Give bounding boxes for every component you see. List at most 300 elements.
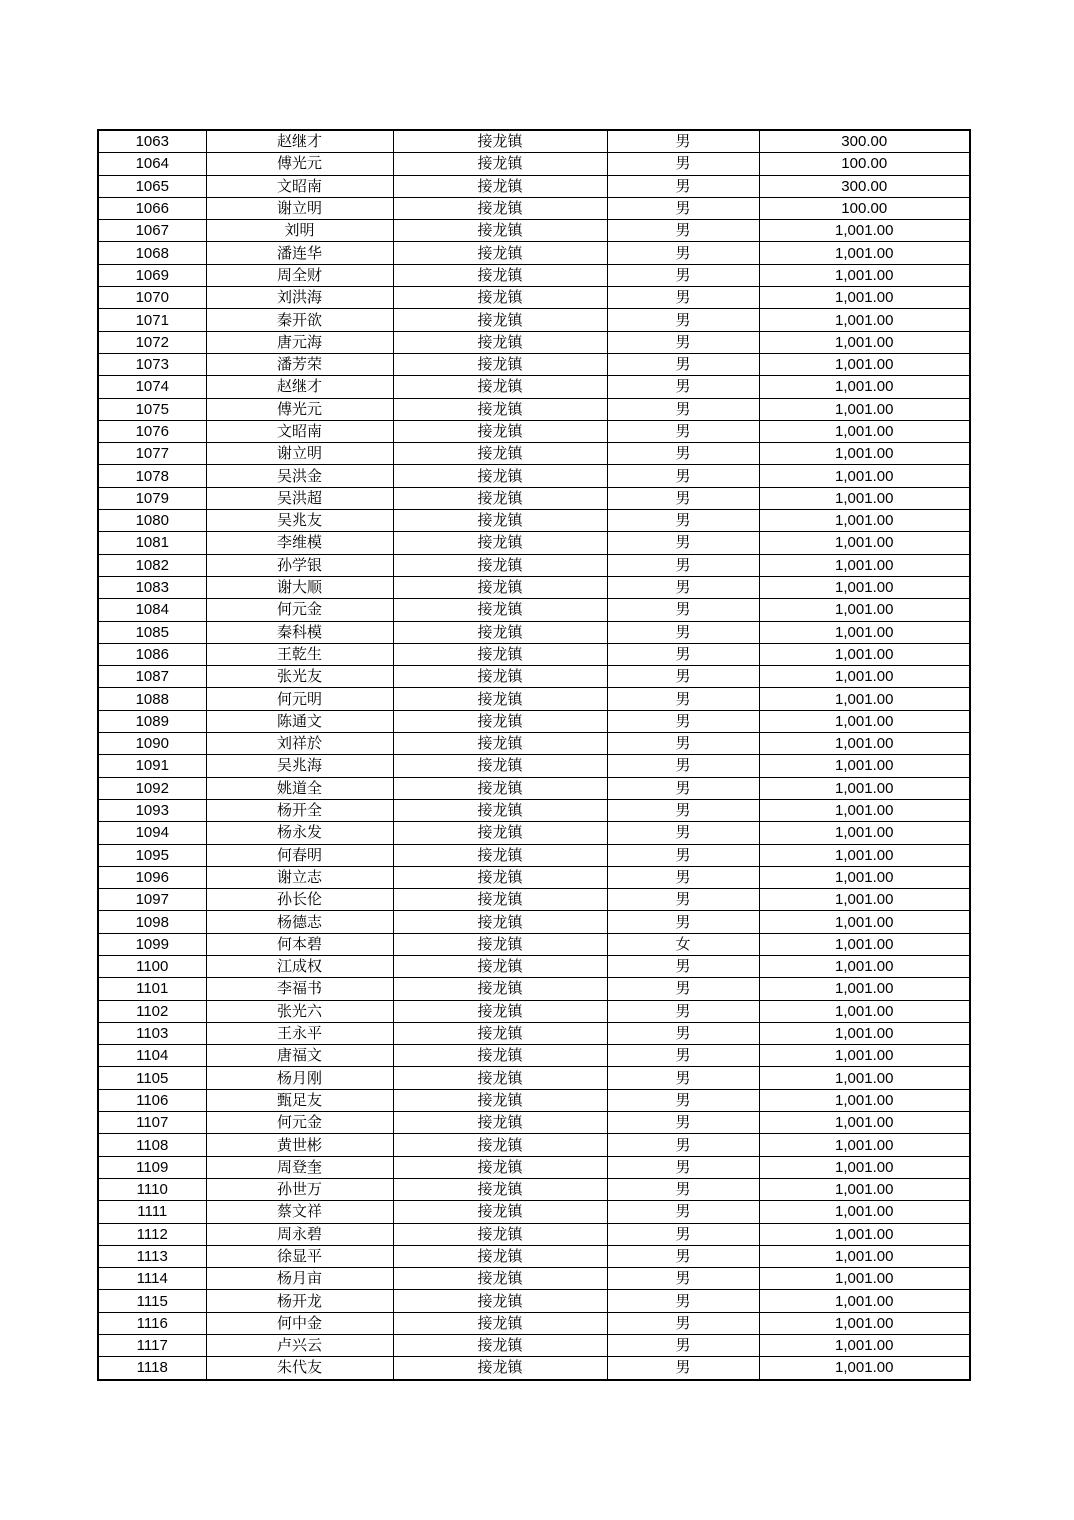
amount-cell: 1,001.00 [759, 666, 970, 688]
row-number-cell: 1097 [98, 889, 206, 911]
amount-cell: 1,001.00 [759, 1245, 970, 1267]
row-number-cell: 1082 [98, 554, 206, 576]
amount-cell: 1,001.00 [759, 1112, 970, 1134]
gender-cell: 男 [607, 510, 759, 532]
gender-cell: 男 [607, 911, 759, 933]
amount-cell: 1,001.00 [759, 1045, 970, 1067]
gender-cell: 男 [607, 398, 759, 420]
gender-cell: 男 [607, 1268, 759, 1290]
town-cell: 接龙镇 [393, 822, 607, 844]
amount-cell: 1,001.00 [759, 1178, 970, 1200]
amount-cell: 1,001.00 [759, 220, 970, 242]
town-cell: 接龙镇 [393, 799, 607, 821]
row-number-cell: 1075 [98, 398, 206, 420]
gender-cell: 男 [607, 331, 759, 353]
gender-cell: 男 [607, 420, 759, 442]
amount-cell: 1,001.00 [759, 733, 970, 755]
amount-cell: 1,001.00 [759, 755, 970, 777]
row-number-cell: 1064 [98, 153, 206, 175]
town-cell: 接龙镇 [393, 487, 607, 509]
name-cell: 唐福文 [206, 1045, 393, 1067]
amount-cell: 1,001.00 [759, 465, 970, 487]
town-cell: 接龙镇 [393, 220, 607, 242]
name-cell: 刘洪海 [206, 287, 393, 309]
table-row [98, 777, 970, 799]
row-number-cell: 1073 [98, 353, 206, 375]
amount-cell: 1,001.00 [759, 1312, 970, 1334]
town-cell: 接龙镇 [393, 1022, 607, 1044]
row-number-cell: 1079 [98, 487, 206, 509]
amount-cell: 1,001.00 [759, 1201, 970, 1223]
table-row [98, 331, 970, 353]
gender-cell: 男 [607, 554, 759, 576]
table-row [98, 465, 970, 487]
name-cell: 杨月亩 [206, 1268, 393, 1290]
table-row [98, 1201, 970, 1223]
amount-cell: 100.00 [759, 197, 970, 219]
name-cell: 李福书 [206, 978, 393, 1000]
table-row [98, 1312, 970, 1334]
amount-cell: 1,001.00 [759, 242, 970, 264]
name-cell: 孙长伦 [206, 889, 393, 911]
row-number-cell: 1109 [98, 1156, 206, 1178]
row-number-cell: 1083 [98, 576, 206, 598]
gender-cell: 男 [607, 710, 759, 732]
name-cell: 赵继才 [206, 130, 393, 153]
gender-cell: 男 [607, 287, 759, 309]
table-row [98, 1000, 970, 1022]
table-row [98, 822, 970, 844]
row-number-cell: 1110 [98, 1178, 206, 1200]
name-cell: 刘明 [206, 220, 393, 242]
name-cell: 张光友 [206, 666, 393, 688]
table-row [98, 733, 970, 755]
town-cell: 接龙镇 [393, 1134, 607, 1156]
row-number-cell: 1103 [98, 1022, 206, 1044]
gender-cell: 男 [607, 866, 759, 888]
table-row [98, 220, 970, 242]
town-cell: 接龙镇 [393, 1357, 607, 1380]
town-cell: 接龙镇 [393, 1245, 607, 1267]
row-number-cell: 1099 [98, 933, 206, 955]
amount-cell: 300.00 [759, 130, 970, 153]
gender-cell: 男 [607, 220, 759, 242]
amount-cell: 1,001.00 [759, 487, 970, 509]
name-cell: 孙世万 [206, 1178, 393, 1200]
town-cell: 接龙镇 [393, 666, 607, 688]
name-cell: 孙学银 [206, 554, 393, 576]
name-cell: 何元金 [206, 599, 393, 621]
table-row [98, 710, 970, 732]
table-row [98, 1178, 970, 1200]
row-number-cell: 1065 [98, 175, 206, 197]
amount-cell: 1,001.00 [759, 443, 970, 465]
name-cell: 黄世彬 [206, 1134, 393, 1156]
town-cell: 接龙镇 [393, 331, 607, 353]
name-cell: 文昭南 [206, 420, 393, 442]
gender-cell: 男 [607, 376, 759, 398]
name-cell: 秦科模 [206, 621, 393, 643]
amount-cell: 1,001.00 [759, 621, 970, 643]
name-cell: 吴兆海 [206, 755, 393, 777]
amount-cell: 300.00 [759, 175, 970, 197]
table-row [98, 799, 970, 821]
gender-cell: 男 [607, 777, 759, 799]
row-number-cell: 1070 [98, 287, 206, 309]
table-row [98, 130, 970, 153]
name-cell: 何中金 [206, 1312, 393, 1334]
table-row [98, 1268, 970, 1290]
table-row [98, 1067, 970, 1089]
amount-cell: 1,001.00 [759, 1357, 970, 1380]
gender-cell: 男 [607, 822, 759, 844]
name-cell: 吴洪超 [206, 487, 393, 509]
gender-cell: 男 [607, 532, 759, 554]
name-cell: 杨开全 [206, 799, 393, 821]
amount-cell: 1,001.00 [759, 1268, 970, 1290]
town-cell: 接龙镇 [393, 309, 607, 331]
gender-cell: 男 [607, 643, 759, 665]
amount-cell: 1,001.00 [759, 331, 970, 353]
row-number-cell: 1111 [98, 1201, 206, 1223]
name-cell: 蔡文祥 [206, 1201, 393, 1223]
name-cell: 何春明 [206, 844, 393, 866]
town-cell: 接龙镇 [393, 175, 607, 197]
town-cell: 接龙镇 [393, 532, 607, 554]
table-row [98, 153, 970, 175]
name-cell: 江成权 [206, 955, 393, 977]
amount-cell: 1,001.00 [759, 309, 970, 331]
row-number-cell: 1093 [98, 799, 206, 821]
table-row [98, 287, 970, 309]
amount-cell: 1,001.00 [759, 889, 970, 911]
table-row [98, 1089, 970, 1111]
name-cell: 王永平 [206, 1022, 393, 1044]
amount-cell: 1,001.00 [759, 264, 970, 286]
table-row [98, 1134, 970, 1156]
row-number-cell: 1071 [98, 309, 206, 331]
table-row [98, 487, 970, 509]
amount-cell: 1,001.00 [759, 844, 970, 866]
table-row [98, 643, 970, 665]
amount-cell: 1,001.00 [759, 710, 970, 732]
table-row [98, 911, 970, 933]
table-row [98, 443, 970, 465]
row-number-cell: 1090 [98, 733, 206, 755]
gender-cell: 男 [607, 1089, 759, 1111]
town-cell: 接龙镇 [393, 1156, 607, 1178]
amount-cell: 1,001.00 [759, 1089, 970, 1111]
table-row [98, 955, 970, 977]
gender-cell: 男 [607, 1223, 759, 1245]
name-cell: 何元明 [206, 688, 393, 710]
town-cell: 接龙镇 [393, 1067, 607, 1089]
table-row [98, 376, 970, 398]
name-cell: 李维模 [206, 532, 393, 554]
row-number-cell: 1081 [98, 532, 206, 554]
row-number-cell: 1067 [98, 220, 206, 242]
town-cell: 接龙镇 [393, 1112, 607, 1134]
amount-cell: 1,001.00 [759, 933, 970, 955]
name-cell: 周登奎 [206, 1156, 393, 1178]
table-row [98, 933, 970, 955]
gender-cell: 男 [607, 465, 759, 487]
row-number-cell: 1117 [98, 1335, 206, 1357]
amount-cell: 1,001.00 [759, 376, 970, 398]
table-row [98, 1022, 970, 1044]
row-number-cell: 1112 [98, 1223, 206, 1245]
table-row [98, 1223, 970, 1245]
name-cell: 唐元海 [206, 331, 393, 353]
town-cell: 接龙镇 [393, 1000, 607, 1022]
table-row [98, 1112, 970, 1134]
table-row [98, 398, 970, 420]
gender-cell: 男 [607, 955, 759, 977]
name-cell: 甄足友 [206, 1089, 393, 1111]
row-number-cell: 1115 [98, 1290, 206, 1312]
name-cell: 秦开欲 [206, 309, 393, 331]
name-cell: 何本碧 [206, 933, 393, 955]
town-cell: 接龙镇 [393, 933, 607, 955]
row-number-cell: 1102 [98, 1000, 206, 1022]
gender-cell: 男 [607, 599, 759, 621]
gender-cell: 男 [607, 1156, 759, 1178]
gender-cell: 男 [607, 1201, 759, 1223]
row-number-cell: 1108 [98, 1134, 206, 1156]
row-number-cell: 1077 [98, 443, 206, 465]
amount-cell: 1,001.00 [759, 643, 970, 665]
town-cell: 接龙镇 [393, 1201, 607, 1223]
name-cell: 杨开龙 [206, 1290, 393, 1312]
table-row [98, 666, 970, 688]
name-cell: 杨德志 [206, 911, 393, 933]
town-cell: 接龙镇 [393, 688, 607, 710]
row-number-cell: 1116 [98, 1312, 206, 1334]
amount-cell: 1,001.00 [759, 1000, 970, 1022]
town-cell: 接龙镇 [393, 376, 607, 398]
gender-cell: 男 [607, 1000, 759, 1022]
town-cell: 接龙镇 [393, 1045, 607, 1067]
gender-cell: 男 [607, 1357, 759, 1380]
gender-cell: 男 [607, 576, 759, 598]
row-number-cell: 1095 [98, 844, 206, 866]
town-cell: 接龙镇 [393, 130, 607, 153]
row-number-cell: 1089 [98, 710, 206, 732]
amount-cell: 1,001.00 [759, 955, 970, 977]
row-number-cell: 1068 [98, 242, 206, 264]
name-cell: 何元金 [206, 1112, 393, 1134]
amount-cell: 1,001.00 [759, 1156, 970, 1178]
amount-cell: 1,001.00 [759, 1022, 970, 1044]
name-cell: 张光六 [206, 1000, 393, 1022]
row-number-cell: 1101 [98, 978, 206, 1000]
name-cell: 潘连华 [206, 242, 393, 264]
gender-cell: 男 [607, 1022, 759, 1044]
gender-cell: 男 [607, 153, 759, 175]
name-cell: 吴洪金 [206, 465, 393, 487]
town-cell: 接龙镇 [393, 643, 607, 665]
row-number-cell: 1092 [98, 777, 206, 799]
gender-cell: 男 [607, 1067, 759, 1089]
amount-cell: 1,001.00 [759, 576, 970, 598]
row-number-cell: 1118 [98, 1357, 206, 1380]
row-number-cell: 1104 [98, 1045, 206, 1067]
town-cell: 接龙镇 [393, 420, 607, 442]
name-cell: 杨永发 [206, 822, 393, 844]
town-cell: 接龙镇 [393, 621, 607, 643]
row-number-cell: 1091 [98, 755, 206, 777]
town-cell: 接龙镇 [393, 866, 607, 888]
town-cell: 接龙镇 [393, 443, 607, 465]
row-number-cell: 1105 [98, 1067, 206, 1089]
gender-cell: 男 [607, 1290, 759, 1312]
row-number-cell: 1087 [98, 666, 206, 688]
amount-cell: 1,001.00 [759, 978, 970, 1000]
amount-cell: 1,001.00 [759, 1290, 970, 1312]
row-number-cell: 1084 [98, 599, 206, 621]
table-row [98, 1156, 970, 1178]
table-row [98, 576, 970, 598]
amount-cell: 1,001.00 [759, 510, 970, 532]
amount-cell: 1,001.00 [759, 777, 970, 799]
row-number-cell: 1096 [98, 866, 206, 888]
town-cell: 接龙镇 [393, 242, 607, 264]
town-cell: 接龙镇 [393, 1178, 607, 1200]
gender-cell: 男 [607, 755, 759, 777]
amount-cell: 1,001.00 [759, 1134, 970, 1156]
table-row [98, 353, 970, 375]
table-row [98, 688, 970, 710]
name-cell: 谢立明 [206, 443, 393, 465]
gender-cell: 男 [607, 487, 759, 509]
table-row [98, 1245, 970, 1267]
town-cell: 接龙镇 [393, 465, 607, 487]
row-number-cell: 1107 [98, 1112, 206, 1134]
row-number-cell: 1063 [98, 130, 206, 153]
town-cell: 接龙镇 [393, 777, 607, 799]
row-number-cell: 1086 [98, 643, 206, 665]
town-cell: 接龙镇 [393, 576, 607, 598]
amount-cell: 1,001.00 [759, 799, 970, 821]
amount-cell: 1,001.00 [759, 822, 970, 844]
town-cell: 接龙镇 [393, 599, 607, 621]
gender-cell: 男 [607, 844, 759, 866]
name-cell: 姚道全 [206, 777, 393, 799]
gender-cell: 男 [607, 242, 759, 264]
name-cell: 杨月刚 [206, 1067, 393, 1089]
gender-cell: 男 [607, 130, 759, 153]
table-row [98, 844, 970, 866]
row-number-cell: 1106 [98, 1089, 206, 1111]
row-number-cell: 1088 [98, 688, 206, 710]
gender-cell: 男 [607, 688, 759, 710]
town-cell: 接龙镇 [393, 1290, 607, 1312]
amount-cell: 1,001.00 [759, 688, 970, 710]
table-row [98, 599, 970, 621]
table-row [98, 755, 970, 777]
gender-cell: 男 [607, 733, 759, 755]
table-row [98, 1290, 970, 1312]
town-cell: 接龙镇 [393, 353, 607, 375]
amount-cell: 1,001.00 [759, 532, 970, 554]
town-cell: 接龙镇 [393, 755, 607, 777]
row-number-cell: 1094 [98, 822, 206, 844]
name-cell: 王乾生 [206, 643, 393, 665]
table-body [98, 130, 970, 1380]
town-cell: 接龙镇 [393, 1312, 607, 1334]
town-cell: 接龙镇 [393, 398, 607, 420]
table-row [98, 510, 970, 532]
gender-cell: 男 [607, 889, 759, 911]
gender-cell: 男 [607, 666, 759, 688]
town-cell: 接龙镇 [393, 1089, 607, 1111]
gender-cell: 男 [607, 1245, 759, 1267]
gender-cell: 男 [607, 621, 759, 643]
name-cell: 谢大顺 [206, 576, 393, 598]
name-cell: 陈通文 [206, 710, 393, 732]
town-cell: 接龙镇 [393, 733, 607, 755]
gender-cell: 男 [607, 1112, 759, 1134]
name-cell: 徐显平 [206, 1245, 393, 1267]
town-cell: 接龙镇 [393, 510, 607, 532]
name-cell: 赵继才 [206, 376, 393, 398]
name-cell: 傅光元 [206, 398, 393, 420]
table-row [98, 264, 970, 286]
table-row [98, 1335, 970, 1357]
table-row [98, 1357, 970, 1380]
amount-cell: 1,001.00 [759, 398, 970, 420]
table-row [98, 309, 970, 331]
gender-cell: 男 [607, 978, 759, 1000]
gender-cell: 男 [607, 799, 759, 821]
amount-cell: 1,001.00 [759, 420, 970, 442]
gender-cell: 男 [607, 1134, 759, 1156]
name-cell: 周全财 [206, 264, 393, 286]
gender-cell: 男 [607, 1312, 759, 1334]
amount-cell: 1,001.00 [759, 1335, 970, 1357]
amount-cell: 1,001.00 [759, 599, 970, 621]
gender-cell: 男 [607, 1335, 759, 1357]
table-row [98, 1045, 970, 1067]
amount-cell: 1,001.00 [759, 353, 970, 375]
town-cell: 接龙镇 [393, 889, 607, 911]
name-cell: 刘祥於 [206, 733, 393, 755]
town-cell: 接龙镇 [393, 287, 607, 309]
name-cell: 谢立志 [206, 866, 393, 888]
town-cell: 接龙镇 [393, 264, 607, 286]
row-number-cell: 1069 [98, 264, 206, 286]
gender-cell: 男 [607, 175, 759, 197]
amount-cell: 1,001.00 [759, 911, 970, 933]
row-number-cell: 1066 [98, 197, 206, 219]
table-row [98, 532, 970, 554]
table-row [98, 242, 970, 264]
town-cell: 接龙镇 [393, 1223, 607, 1245]
town-cell: 接龙镇 [393, 1335, 607, 1357]
table-row [98, 197, 970, 219]
name-cell: 朱代友 [206, 1357, 393, 1380]
row-number-cell: 1100 [98, 955, 206, 977]
row-number-cell: 1114 [98, 1268, 206, 1290]
name-cell: 周永碧 [206, 1223, 393, 1245]
amount-cell: 1,001.00 [759, 287, 970, 309]
name-cell: 吴兆友 [206, 510, 393, 532]
town-cell: 接龙镇 [393, 955, 607, 977]
gender-cell: 男 [607, 443, 759, 465]
row-number-cell: 1085 [98, 621, 206, 643]
town-cell: 接龙镇 [393, 197, 607, 219]
table-row [98, 554, 970, 576]
